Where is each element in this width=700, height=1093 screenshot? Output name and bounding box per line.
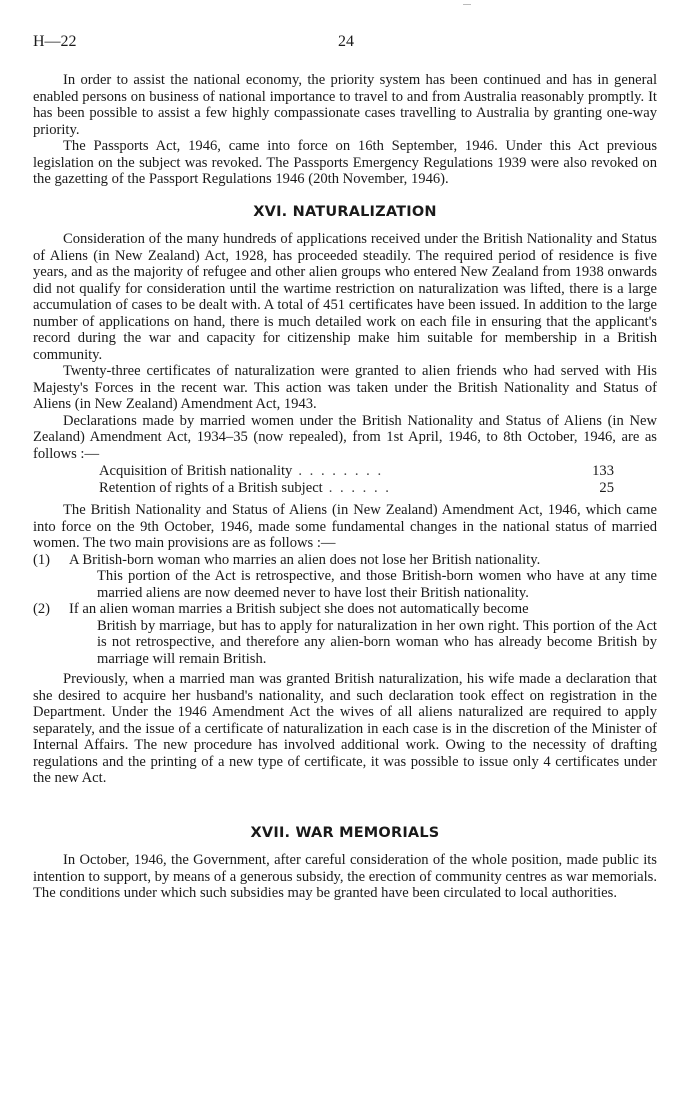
declaration-row [99,463,614,480]
paragraph: Consideration of the many hundreds of applications received under the British Nationality and Status of Aliens (in New Zealand) Act, 1928, has proceeded steadily. The required period of residence is five years, and as the majority of refugee and other alien groups who entered New Zealand from 1938 onwards did not qualify for consideration until the wartime restriction on naturalization was lifted, there is a large accumulation of cases to be dealt with. A total of 451 certificates have been issued. In addition to the large number of applications on hand, there is much detailed work on each file in ensuring that the applicant's record during the war and capacity for citizenship make him suitable for membership in a British community. [33,231,657,363]
paragraph: The Passports Act, 1946, came into force on 16th September, 1946. Under this Act previous legislation on the subject was revoked. The Passports Emergency Regulations 1939 were also revoked on the gazetting of the Passport Regulations 1946 (20th November, 1946). [33,138,657,187]
passport-section [33,72,657,188]
declaration-value: 133 [592,463,614,479]
paragraph: Twenty-three certificates of naturalization were granted to alien friends who had served with His Majesty's Forces in the recent war. This action was taken under the British Nationality and Status of Aliens (in New Zealand) Amendment Act, 1943. [33,363,657,412]
declaration-label: Acquisition of British nationality [99,463,293,479]
provision-number: (2) [33,601,51,617]
page-header [33,33,673,57]
page-number: 24 [338,33,354,50]
leader-dots: . . . . . . . . [298,463,384,479]
paragraph: Previously, when a married man was granted British naturalization, his wife made a declaration that she desired to acquire her husband's nationality, and such declaration took effect on registration in the Department. Under the 1946 Amendment Act the wives of all aliens naturalized are required to apply separately, and the issue of a certificate of naturalization in each case is in the discretion of the Minister of Internal Affairs. The new procedure has involved additional work. Owing to the necessity of drafting regulations and the printing of a new type of certificate, it was possible to issue only 4 certificates under the new Act. [33,671,657,786]
paragraph: The British Nationality and Status of Aliens (in New Zealand) Amendment Act, 1946, which came into force on the 9th October, 1946, made some fundamental changes in the national status of married women. The two main provisions are as follows :— [33,502,657,551]
provision-text-continued: British by marriage, but has to apply for naturalization in her own right. This portion of the Act is not retrospective, and therefore any alien-born woman who has already become British by marriage will remain British. [97,617,657,667]
provision-text-continued: This portion of the Act is retrospective, and those British-born women who have at any time married aliens are now deemed never to have lost their British nationality. [97,568,657,601]
scan-mark [463,4,471,5]
declaration-value: 25 [599,479,614,496]
declaration-row [99,480,614,497]
page-body [33,72,657,902]
declarations-list [99,463,614,496]
section-heading-naturalization: XVI. NATURALIZATION [253,203,437,220]
naturalization-section [33,231,657,787]
leader-dots: . . . . . . [328,479,391,496]
provision-text: A British-born woman who marries an alien does not lose her British nationality. [69,551,541,568]
section-heading-war-memorials: XVII. WAR MEMORIALS [250,824,440,841]
provision-item [33,552,657,602]
document-reference: H—22 [33,33,77,50]
provisions-list [33,552,657,668]
war-memorials-section [33,852,657,902]
declaration-label: Retention of rights of a British subject [99,479,323,496]
paragraph: In order to assist the national economy, the priority system has been continued and has in general enabled persons on business of national importance to travel to and from Australia reasonably promptly. It has been possible to assist a few highly compassionate cases travelling to Australia by granting one-way priority. [33,72,657,138]
paragraph: In October, 1946, the Government, after careful consideration of the whole position, made public its intention to support, by means of a generous subsidy, the erection of community centres as war memorials. The conditions under which such subsidies may be granted have been circulated to local authorities. [33,852,657,901]
paragraph: Declarations made by married women under the British Nationality and Status of Aliens (in New Zealand) Amendment Act, 1934–35 (now repealed), from 1st April, 1946, to 8th October, 1946, are as follows :— [33,412,657,462]
provision-item [33,601,657,667]
provision-text: If an alien woman marries a British subject she does not automatically become [69,601,529,617]
provision-number: (1) [33,551,51,568]
